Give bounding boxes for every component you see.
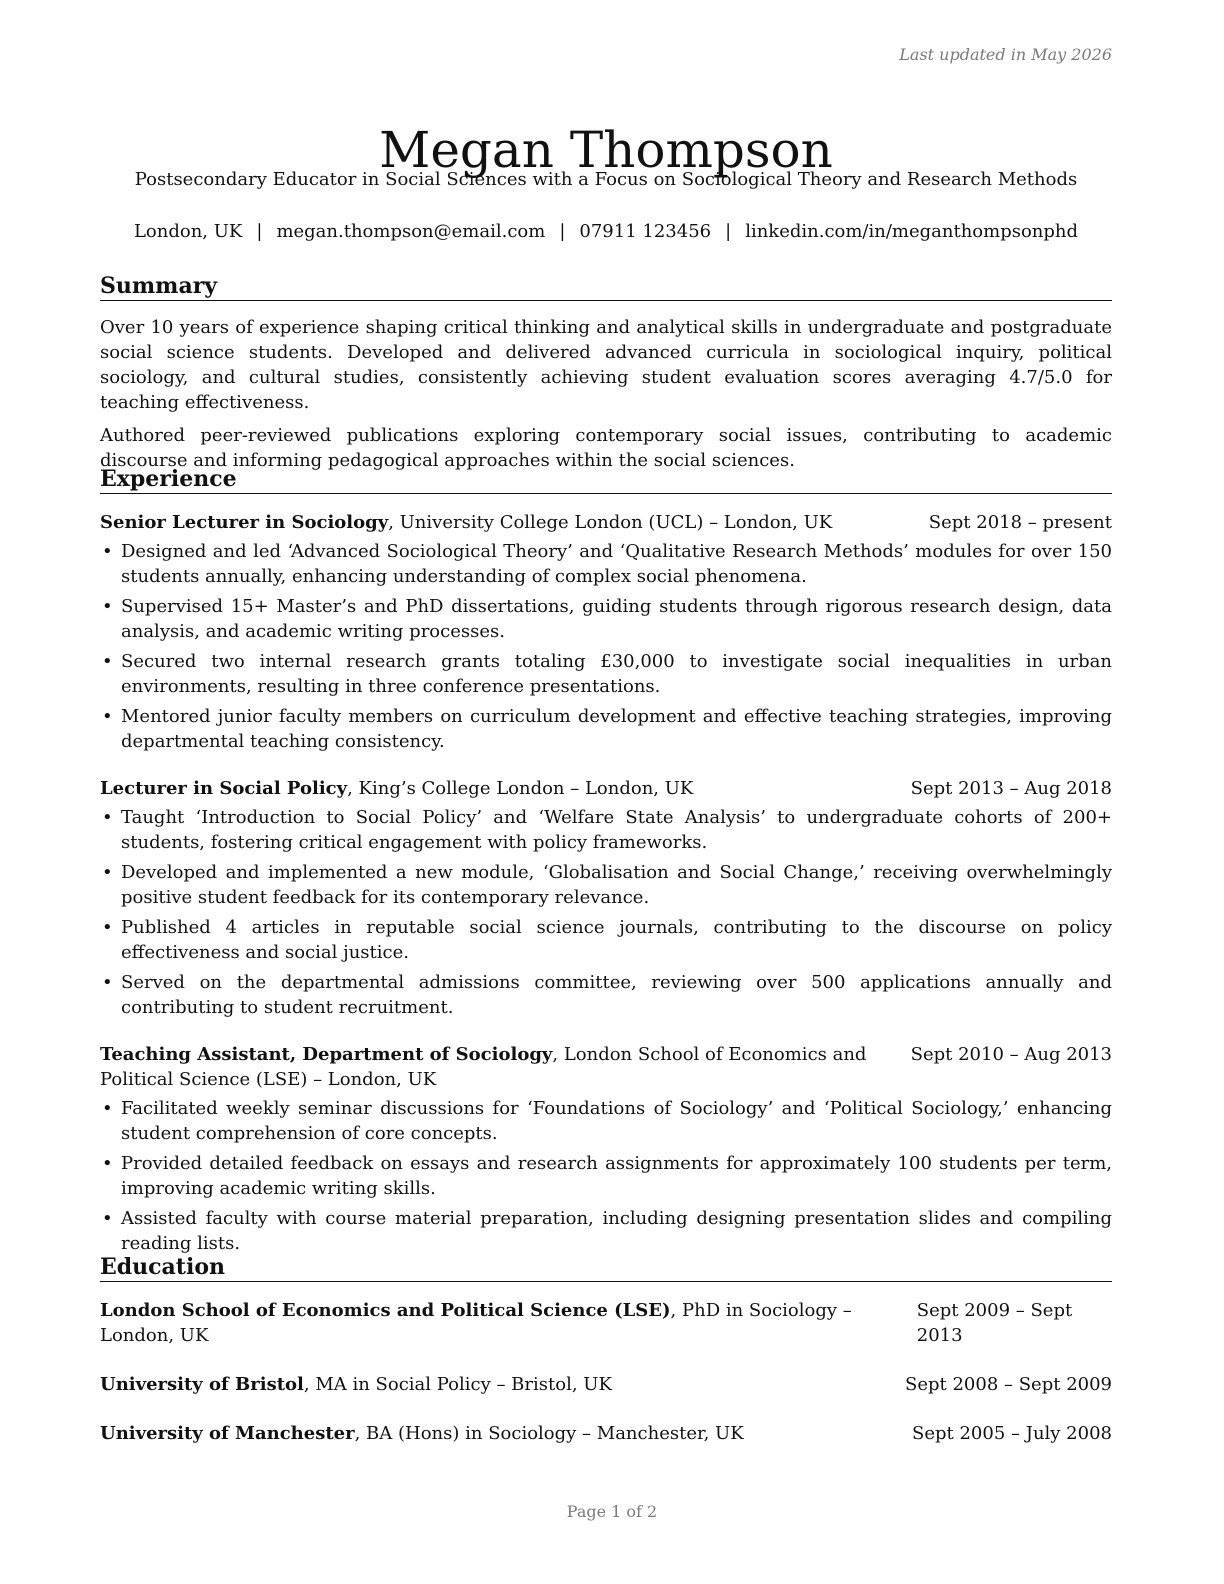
job-bullets [100,805,1112,1020]
job-dates: Sept 2010 – Aug 2013 [910,1044,1112,1065]
contact-separator: | [559,221,566,242]
job-header [100,1042,1112,1092]
headline: Postsecondary Educator in Social Sciences with a Focus on Sociological Theory and Research Methods [134,169,1078,190]
summary-paragraph: Authored peer-reviewed publications exploring contemporary social issues, contributing to academic discourse and informing pedagogical approaches within the social sciences. [100,425,1112,471]
education-dates: Sept 2008 – Sept 2009 [905,1374,1112,1395]
job-bullet: • Supervised 15+ Master’s and PhD dissertations, guiding students through rigorous research design, data analysis, and academic writing processes. [100,594,1112,644]
section-title-education: Education [100,1253,1112,1282]
summary-section [100,272,1112,473]
job-dates: Sept 2013 – Aug 2018 [910,778,1112,799]
section-title-experience: Experience [100,465,1112,494]
job-bullet: • Provided detailed feedback on essays and research assignments for approximately 100 students per term, improving academic writing skills. [100,1151,1112,1201]
job-bullets [100,1096,1112,1256]
contact-phone: 07911 123456 [579,221,712,242]
experience-section [100,465,1112,1261]
job-role: Teaching Assistant, Department of Sociology [100,1044,553,1065]
summary-paragraph: Over 10 years of experience shaping critical thinking and analytical skills in undergraduate and postgraduate social science students. Developed and delivered advanced curricula in sociological inquiry, political sociology, and cultural studies, consistently achieving student evaluation scores averaging 4.7/5.0 for teaching effectiveness. [100,317,1112,413]
page-number: Page 1 of 2 [566,1502,658,1521]
education-section [100,1253,1112,1446]
education-entry [100,1421,1112,1446]
candidate-name: Megan Thompson [379,120,833,179]
job-entry [100,1042,1112,1256]
job-entry [100,776,1112,1020]
job-header [100,510,1112,535]
job-org: , King’s College London – London, UK [347,778,694,799]
job-bullet: • Taught ‘Introduction to Social Policy’ and ‘Welfare State Analysis’ to undergraduate cohorts of 200+ students, fostering critical engagement with policy frameworks. [100,805,1112,855]
contact-separator: | [725,221,732,242]
education-detail: , PhD in Sociology – London, UK [100,1300,852,1346]
job-bullet: • Secured two internal research grants totaling £30,000 to investigate social inequalities in urban environments, resulting in three conference presentations. [100,649,1112,699]
job-entry [100,510,1112,754]
job-bullet: • Facilitated weekly seminar discussions for ‘Foundations of Sociology’ and ‘Political Sociology,’ enhancing student comprehension of core concepts. [100,1096,1112,1146]
education-institution: London School of Economics and Political Science (LSE) [100,1300,671,1321]
contact-email[interactable]: megan.thompson@email.com [276,221,546,242]
job-bullet: • Developed and implemented a new module, ‘Globalisation and Social Change,’ receiving overwhelmingly positive student feedback for its contemporary relevance. [100,860,1112,910]
section-title-summary: Summary [100,272,1112,301]
job-bullet: • Published 4 articles in reputable social science journals, contributing to the discourse on policy effectiveness and social justice. [100,915,1112,965]
job-role: Senior Lecturer in Sociology [100,512,389,533]
job-role: Lecturer in Social Policy [100,778,348,799]
contact-linkedin[interactable]: linkedin.com/in/meganthompsonphd [745,221,1079,242]
education-dates: Sept 2009 – Sept 2013 [916,1300,1073,1346]
contact-location: London, UK [133,221,243,242]
job-bullets [100,539,1112,754]
education-entry [100,1298,1112,1348]
education-detail: , MA in Social Policy – Bristol, UK [303,1374,612,1395]
education-dates: Sept 2005 – July 2008 [912,1423,1112,1444]
contact-line [100,220,1112,244]
education-institution: University of Bristol [100,1374,304,1395]
job-bullet: • Designed and led ‘Advanced Sociological Theory’ and ‘Qualitative Research Methods’ modules for over 150 students annually, enhancing understanding of complex social phenomena. [100,539,1112,589]
job-bullet: • Mentored junior faculty members on curriculum development and effective teaching strategies, improving departmental teaching consistency. [100,704,1112,754]
job-header [100,776,1112,801]
contact-separator: | [256,221,263,242]
job-org: , University College London (UCL) – London, UK [388,512,833,533]
education-institution: University of Manchester [100,1423,355,1444]
job-bullet: • Assisted faculty with course material preparation, including designing presentation slides and compiling reading lists. [100,1206,1112,1256]
education-entry [100,1372,1112,1397]
last-updated: Last updated in May 2026 [899,45,1112,64]
education-detail: , BA (Hons) in Sociology – Manchester, UK [354,1423,744,1444]
job-org: , London School of Economics and Political Science (LSE) – London, UK [100,1044,867,1090]
job-dates: Sept 2018 – present [928,512,1112,533]
job-bullet: • Served on the departmental admissions committee, reviewing over 500 applications annually and contributing to student recruitment. [100,970,1112,1020]
